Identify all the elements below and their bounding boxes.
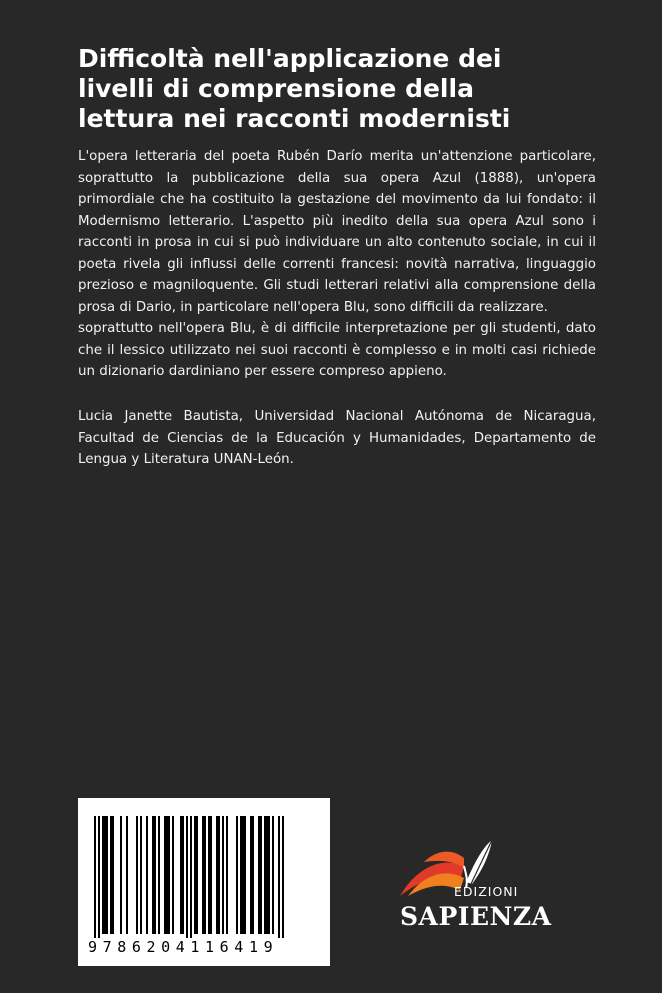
barcode-bar bbox=[172, 816, 174, 934]
barcode-bar bbox=[268, 816, 270, 934]
barcode-bar bbox=[190, 816, 192, 938]
barcode-bar bbox=[166, 816, 168, 934]
barcode-bar bbox=[282, 816, 284, 938]
barcode-bar bbox=[140, 816, 142, 934]
barcode-bar bbox=[104, 816, 106, 934]
barcode-bar bbox=[216, 816, 218, 934]
barcode-bar bbox=[236, 816, 238, 934]
author-info: Lucia Janette Bautista, Universidad Nacional Autónoma de Nicaragua, Facultad de Ciencias de la Educación y Humanidades, Departamento de Lengua y Literatura UNAN-León. bbox=[78, 409, 596, 467]
book-blurb bbox=[78, 146, 596, 383]
publisher-name: SAPIENZA bbox=[400, 902, 552, 931]
barcode-bar bbox=[266, 816, 268, 934]
barcode-bar bbox=[196, 816, 198, 934]
barcode-bar bbox=[210, 816, 212, 934]
barcode-bar bbox=[208, 816, 210, 934]
barcode-bar bbox=[158, 816, 160, 934]
barcode-bar bbox=[94, 816, 96, 938]
barcode-bar bbox=[102, 816, 104, 934]
isbn-barcode bbox=[78, 798, 330, 966]
publisher-edizioni: EDIZIONI bbox=[454, 884, 519, 899]
barcode-bar bbox=[186, 816, 188, 938]
barcode-bar bbox=[126, 816, 128, 934]
barcode-bar bbox=[272, 816, 274, 934]
title-line-1: Difficoltà nell'applicazione dei bbox=[78, 44, 502, 73]
barcode-bars bbox=[78, 798, 330, 938]
barcode-bar bbox=[264, 816, 266, 934]
barcode-bar bbox=[152, 816, 154, 934]
barcode-bar bbox=[182, 816, 184, 934]
barcode-bar bbox=[106, 816, 108, 934]
barcode-bar bbox=[146, 816, 148, 934]
barcode-bar bbox=[204, 816, 206, 934]
barcode-bar bbox=[218, 816, 220, 934]
barcode-bar bbox=[110, 816, 112, 934]
barcode-bar bbox=[180, 816, 182, 934]
blurb-paragraph-1: L'opera letteraria del poeta Rubén Darío merita un'attenzione particolare, soprattutto la pubblicazione della sua opera Azul (1888), un'opera primordiale che ha costituito la gestazione del movimento da lui fondato: il Modernismo letterario. L'aspetto più inedito della sua opera Azul sono i racconti in prosa in cui si può individuare un alto contenuto sociale, in cui il poeta rivela gli influssi delle correnti francesi: novità narrativa, linguaggio prezioso e magniloquente. Gli studi letterari relativi alla comprensione della prosa di Dario, in particolare nell'opera Blu, sono difficili da realizzare. bbox=[78, 149, 596, 315]
barcode-bar bbox=[112, 816, 114, 934]
barcode-bar bbox=[136, 816, 138, 934]
blurb-paragraph-2: soprattutto nell'opera Blu, è di difficile interpretazione per gli studenti, dato che il lessico utilizzato nei suoi racconti è complesso e in molti casi richiede un dizionario dardiniano per essere compreso appieno. bbox=[78, 321, 596, 379]
publisher-logo bbox=[394, 838, 554, 938]
barcode-bar bbox=[120, 816, 122, 934]
barcode-number: 9786204116419 bbox=[88, 938, 279, 956]
barcode-bar bbox=[168, 816, 170, 934]
barcode-bar bbox=[98, 816, 100, 938]
barcode-bar bbox=[252, 816, 254, 934]
barcode-bar bbox=[222, 816, 224, 934]
barcode-bar bbox=[244, 816, 246, 934]
barcode-bar bbox=[164, 816, 166, 934]
barcode-bar bbox=[154, 816, 156, 934]
barcode-bar bbox=[258, 816, 260, 934]
book-title bbox=[78, 44, 598, 134]
barcode-bar bbox=[226, 816, 228, 934]
barcode-bar bbox=[278, 816, 280, 938]
title-line-2: livelli di comprensione della bbox=[78, 74, 474, 103]
barcode-bar bbox=[240, 816, 242, 934]
barcode-bar bbox=[194, 816, 196, 934]
barcode-bar bbox=[260, 816, 262, 934]
barcode-bar bbox=[202, 816, 204, 934]
barcode-bar bbox=[250, 816, 252, 934]
barcode-bar bbox=[242, 816, 244, 934]
title-line-3: lettura nei racconti modernisti bbox=[78, 104, 511, 133]
